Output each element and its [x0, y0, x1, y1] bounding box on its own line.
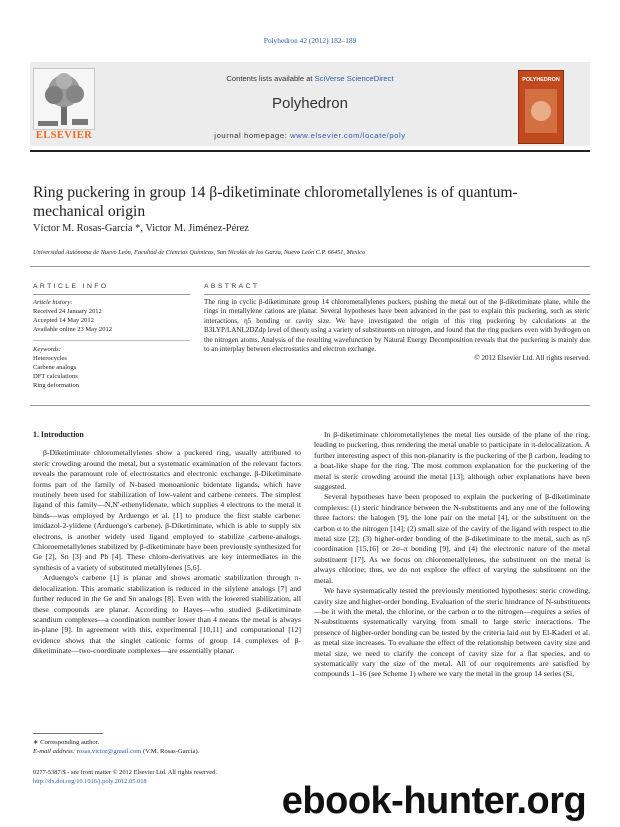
divider — [204, 294, 590, 295]
body-paragraph: We have systematically tested the previously mentioned hypotheses: steric crowding, cavity size and higher-order bonding. Evaluation of the steric hindrance of N-substituents—be it with the metal, the chlorine, or the carbon α to the nitrogen—requires a series of N-substituents systematically varying from small to large steric interactions. The presence of higher-order bonding can be tested by the criteria laid out by El-Kaderi et al. as metal size increases. To evaluate the effect of the relationship between cavity size and metal size, we need to clarify the concept of cavity size for a flat species, and to systematically vary the size of the metal. All of our requirements are satisfied by compounds 1–16 (see Scheme 1) where we vary the metal in the group 14 series (Si, — [314, 586, 590, 679]
homepage-link[interactable]: www.elsevier.com/locate/poly — [290, 131, 406, 140]
article-history — [33, 298, 190, 334]
email-suffix: (V.M. Rosas-García). — [141, 748, 200, 755]
journal-homepage — [110, 131, 510, 140]
keyword: DFT calculations — [33, 373, 78, 380]
received-date: Received 24 January 2012 — [33, 308, 102, 315]
sciencedirect-link[interactable]: SciVerse ScienceDirect — [314, 74, 394, 83]
watermark-banner — [250, 778, 618, 824]
contents-availability — [110, 74, 510, 83]
section-heading-introduction: 1. Introduction — [33, 430, 84, 439]
journal-reference[interactable]: Polyhedron 42 (2012) 182–189 — [263, 36, 357, 45]
history-label: Article history: — [33, 299, 73, 306]
keyword: Heterocycles — [33, 355, 67, 362]
body-column-left — [33, 430, 301, 657]
keywords-label: Keywords: — [33, 346, 61, 353]
contents-prefix: Contents lists available at — [226, 74, 315, 83]
available-date: Available online 23 May 2012 — [33, 326, 112, 333]
header-rule — [30, 150, 590, 152]
article-info-heading: ARTICLE INFO — [33, 283, 109, 290]
keywords-block — [33, 345, 190, 390]
footnote-rule — [33, 733, 103, 734]
abstract-heading: ABSTRACT — [204, 283, 260, 290]
body-column-right — [314, 430, 590, 680]
publisher-name: ELSEVIER — [35, 130, 93, 141]
body-paragraph: Arduengo's carbene [1] is planar and shows aromatic stabilization through π-delocalization. This aromatic stabilization is reduced in the silylene analogs [7] and further reduced in the Ge and Sn analogs [8]. Even with the lowered stabilization, all these compounds are planar. According to Hayes—who studied β-diketiminate scandium complexes—a coordination number lower than 4 means the metal is always in-plane [9]. In agreement with this, experimental [10,11] and computational [12] evidence shows that the singlet cationic forms of group 14 complexes of β-diketiminate—two-coordinate complexes—are essentially planar. — [33, 573, 301, 656]
body-paragraph: Several hypotheses have been proposed to explain the puckering of β-diketiminate complexes: (1) steric hindrance between the N-substituents and any one of the following three factors: the halogen [9], the lone pair on the metal [4], or the substituent on the carbon α to the nitrogen [14]; (2) small size of the cavity of the ligand with respect to the metal size [2]; (3) higher-order bonding of the β-diketiminate to the metal, such as η5 coordination [15,16] or 2σ–π bonding [9], and (4) the electronic nature of the metal substituent [17]. As we focus on chlorometallylenes, the substituent on the metal is always chlorine; thus, we do not explore the effect of varying the substituent on the metal. — [314, 492, 590, 585]
author-list: Víctor M. Rosas-García *, Victor M. Jiménez-Pérez — [33, 223, 249, 234]
author-affiliation: Universidad Autónoma de Nuevo León, Facultad de Ciencias Químicas, San Nicolás de los Garza, Nuevo León C.P. 66451, Mexico — [33, 249, 366, 256]
keyword: Ring deformation — [33, 382, 80, 389]
copyright-notice: © 2012 Elsevier Ltd. All rights reserved. — [474, 354, 590, 363]
divider — [30, 405, 590, 406]
watermark-text: ebook-hunter.org — [281, 780, 587, 822]
accepted-date: Accepted 14 May 2012 — [33, 317, 94, 324]
divider — [33, 340, 190, 341]
body-paragraph: In β-diketiminate chlorometallylenes the metal lies outside of the plane of the ring, leading to puckering, thus rendering the metal unable to participate in π-delocalization. A further interesting aspect of this non-planarity is the puckering of the β carbon, leading to a boat-like shape for the ring. The most common explanation for the puckering of the metal is steric crowding around the metal [13]; although other explanations have been suggested. — [314, 430, 590, 492]
doi-link[interactable]: http://dx.doi.org/10.1016/j.poly.2012.05.018 — [33, 778, 147, 785]
corresponding-author-note: ∗ Corresponding author. — [33, 739, 100, 746]
abstract-text: The ring in cyclic β-diketiminate group 14 chlorometallylenes puckers, pushing the metal out of the β-diketiminate plane, while the rings in metallylene cations are planar. Several hypotheses have been advanced in the past to explain this puckering, such as steric interactions, η5 bonding or cavity size. We have investigated the origin of this ring puckering by calculations at the B3LYP/LANL2DZdp level of theory using a variety of substituents on nitrogen, and found that the ring puckers even with hydrogen on the nitrogen atoms. Analysis of the resulting wavefunction by Natural Energy Decomposition reveals that the puckering is mainly due to an interplay between electrostatics and electron exchange. — [204, 298, 590, 354]
keyword: Carbene analogs — [33, 364, 77, 371]
article-title: Ring puckering in group 14 β-diketiminate chlorometallylenes is of quantum-mechanical origin — [33, 184, 518, 220]
abstract-block — [204, 298, 590, 364]
journal-cover-thumbnail — [518, 70, 564, 144]
issn-line: 0277-5387/$ - see front matter © 2012 Elsevier Ltd. All rights reserved. — [33, 769, 217, 776]
email-label: E-mail address: — [33, 748, 77, 755]
email-link[interactable]: rosas.victor@gmail.com — [76, 748, 142, 755]
divider — [30, 266, 590, 267]
homepage-prefix: journal homepage: — [214, 131, 291, 140]
body-paragraph: β-Diketiminate chlorometallylenes show a puckered ring, usually attributed to steric crowding around the metal, but a systematic examination of the relevant factors reveals the paramount role of electrostatics and electronic exchange. β-Diketiminate forms part of the family of N-based monoanionic bidentate ligands, which have routinely been used for stabilization of low-valent and carbene centers. The simplest ligand of this family—N,N′-ethenylidenate, which supplies 4 electrons to the metal it binds—was employed by Arduengo et al. [1] to produce the first stable carbene: imidazol-2-ylidene (Arduengo's carbene). β-Diketiminate, which is able to supply six electrons, is another widely used ligand employed to stabilize carbene-analogs. Chloroemetallylenes stabilized by β-diketiminate have been previously synthesized for Ge [2], Sn [3] and Pb [4]. These chloro-derivatives are key intermediates in the synthesis of a variety of substituted metallylenes [5,6]. — [33, 448, 301, 572]
journal-title: Polyhedron — [272, 95, 348, 112]
divider — [33, 294, 190, 295]
elsevier-tree-logo — [33, 68, 95, 130]
email-note — [33, 748, 301, 755]
cover-title: POLYHEDRON — [522, 77, 560, 83]
